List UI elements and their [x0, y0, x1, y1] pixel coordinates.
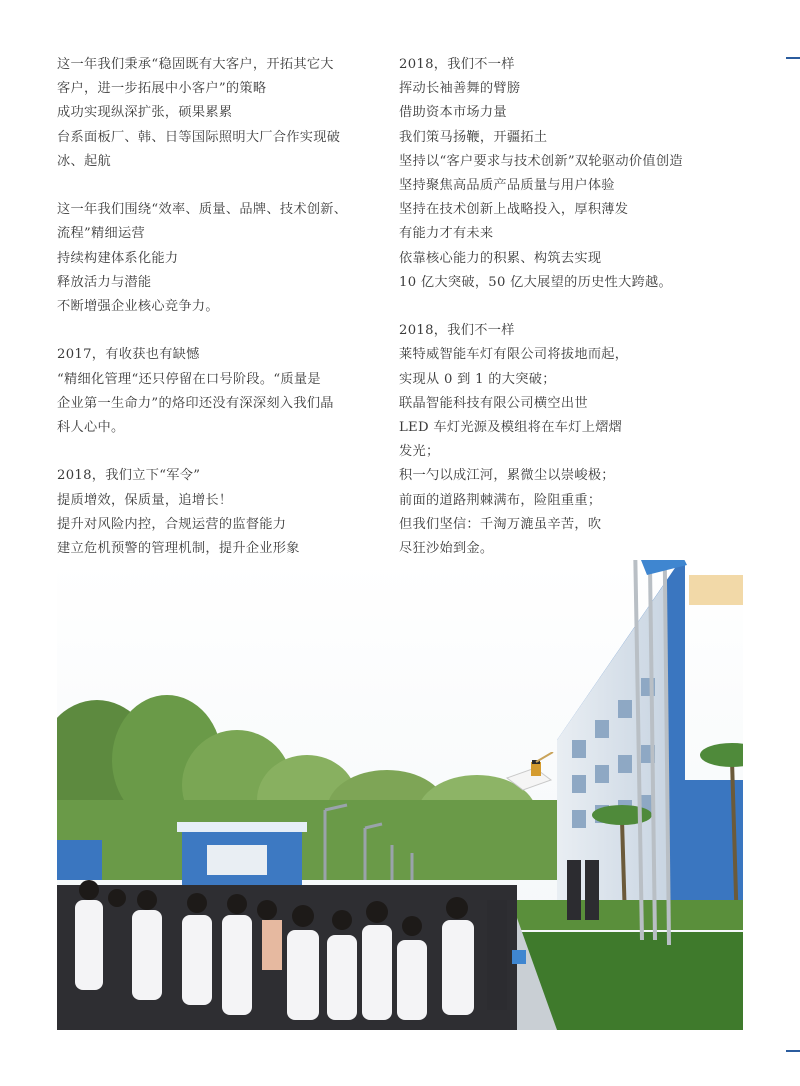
text-line: 依靠核心能力的积累、构筑去实现 [399, 250, 602, 266]
text-line: 提质增效，保质量，追增长！ [57, 492, 233, 508]
paragraph-gap [57, 440, 357, 464]
text-line: 10 亿大突破，50 亿大展望的历史性大跨越。 [399, 274, 673, 290]
text-line: 台系面板厂、韩、日等国际照明大厂合作实现破 [57, 129, 341, 145]
text-line: 实现从 0 到 1 的大突破； [399, 371, 556, 387]
text-line: 不断增强企业核心竞争力。 [57, 299, 219, 315]
pen-and-paper-icon [505, 752, 557, 792]
text-line: 莱特威智能车灯有限公司将拔地而起， [399, 347, 629, 363]
text-line: 持续构建体系化能力 [57, 250, 179, 266]
text-line: 建立危机预警的管理机制，提升企业形象 [57, 541, 300, 557]
text-line: 借助资本市场力量 [399, 105, 507, 121]
text-line: 尽狂沙始到金。 [399, 541, 494, 557]
text-line: 挥动长袖善舞的臂膀 [399, 81, 521, 97]
text-line: 有能力才有未来 [399, 226, 494, 242]
text-line: “精细化管理“还只停留在口号阶段。“质量是 [57, 371, 321, 387]
text-line: 2018，我们立下“军令” [57, 468, 201, 484]
text-line: 这一年我们围绕“效率、质量、品牌、技术创新、 [57, 202, 348, 218]
text-line: 2017，有收获也有缺憾 [57, 347, 200, 363]
text-line: 提升对风险内控，合规运营的监督能力 [57, 516, 287, 532]
text-line: 这一年我们秉承“稳固既有大客户，开拓其它大 [57, 57, 334, 72]
page-edge-marker-bottom [786, 1050, 800, 1052]
text-line: 但我们坚信：千淘万漉虽辛苦，吹 [399, 516, 602, 532]
paragraph-gap [399, 295, 659, 319]
page-edge-marker-top [786, 57, 800, 59]
paragraph-gap [57, 174, 357, 198]
text-line: 客户，进一步拓展中小客户”的策略 [57, 81, 267, 97]
text-line: 成功实现纵深扩张，硕果累累 [57, 105, 233, 121]
text-line: 2018，我们不一样 [399, 323, 515, 339]
text-line: LED 车灯光源及模组将在车灯上熠熠 [399, 420, 623, 436]
text-line: 流程”精细运营 [57, 226, 145, 242]
text-line: 坚持以“客户要求与技术创新”双轮驱动价值创造 [399, 153, 683, 169]
text-line: 坚持在技术创新上战略投入，厚积薄发 [399, 202, 629, 218]
text-line: 冰、起航 [57, 153, 111, 169]
text-line: 企业第一生命力”的烙印还没有深深刻入我们晶 [57, 395, 334, 411]
paragraph-gap [57, 319, 357, 343]
text-line: 联晶智能科技有限公司横空出世 [399, 395, 588, 411]
text-line: 我们策马扬鞭，开疆拓土 [399, 129, 548, 145]
text-line: 释放活力与潜能 [57, 274, 152, 290]
text-line: 积一勺以成江河，累微尘以崇峻极； [399, 468, 615, 484]
text-line: 2018，我们不一样 [399, 57, 515, 72]
text-line: 前面的道路荆棘满布，险阻重重； [399, 492, 602, 508]
text-line: 坚持聚焦高品质产品质量与用户体验 [399, 178, 615, 194]
flag-raising-photo [57, 560, 743, 1030]
text-line: 科人心中。 [57, 420, 125, 436]
text-line: 发光； [399, 444, 440, 460]
